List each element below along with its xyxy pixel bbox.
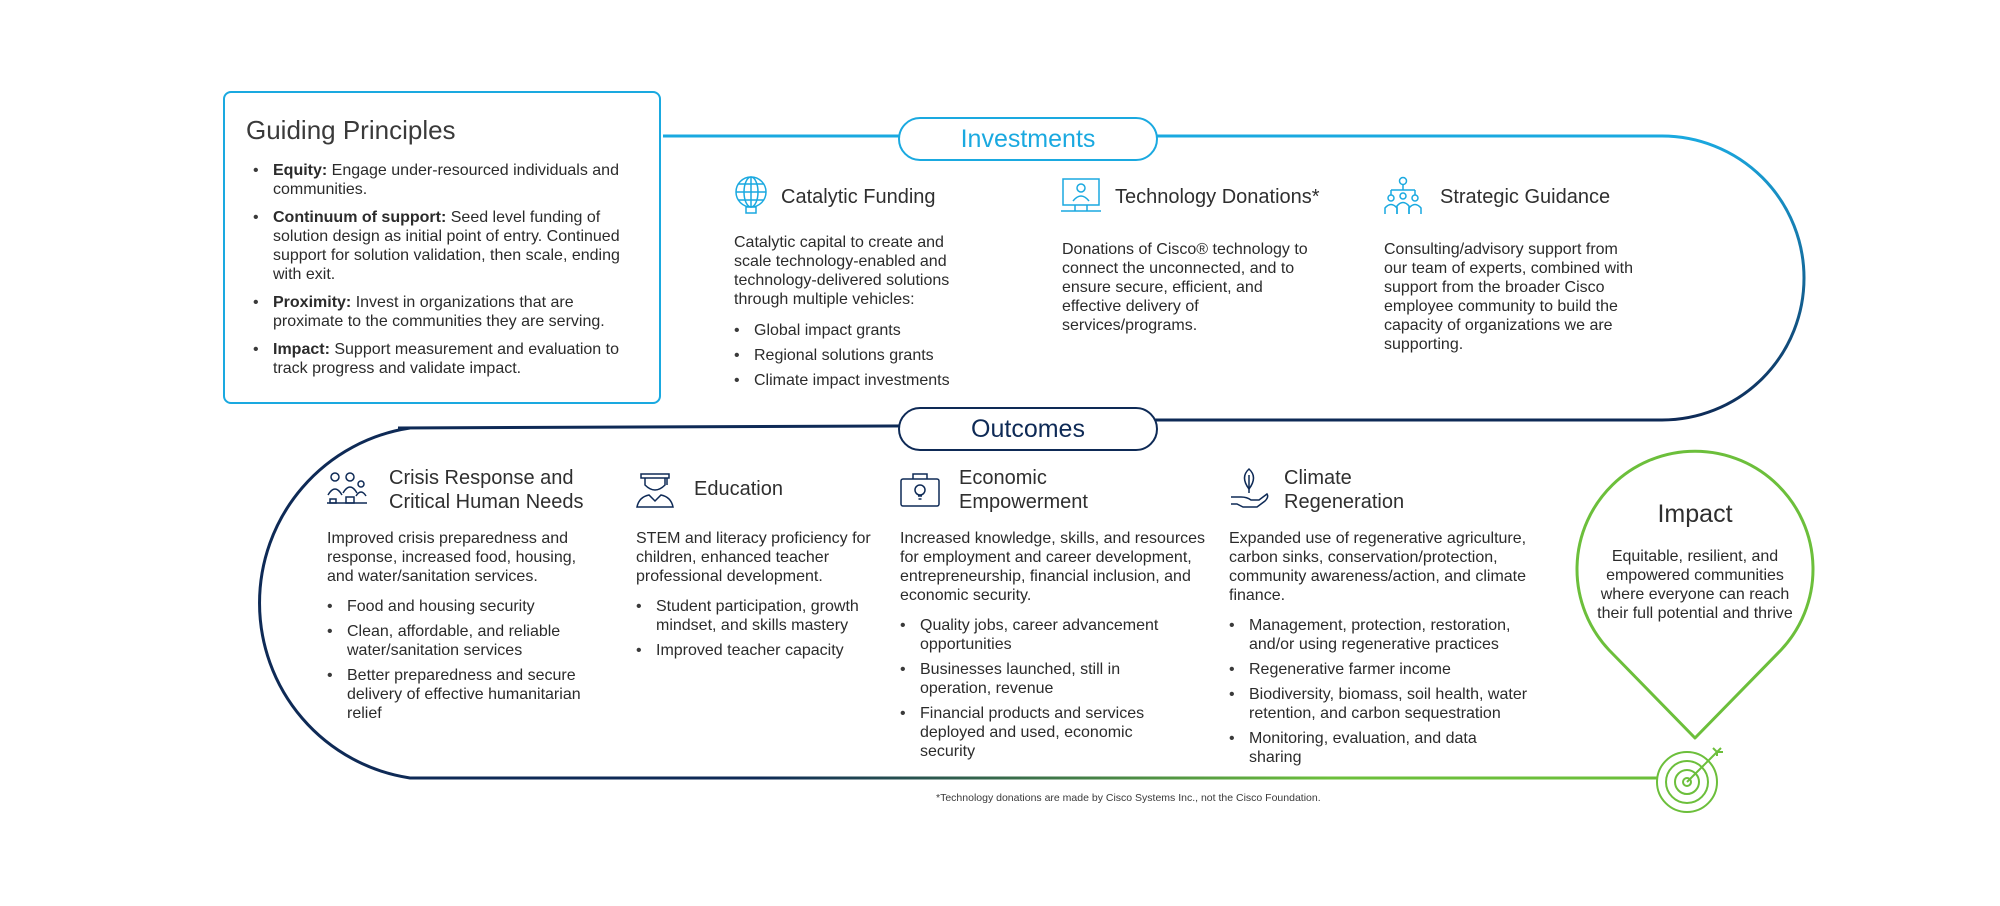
team-icon	[1383, 176, 1423, 216]
graduate-icon	[635, 469, 675, 509]
principle-label: Equity:	[273, 162, 328, 179]
investments-label: Investments	[960, 124, 1096, 153]
list-item: • Food and housing security	[327, 597, 617, 616]
catalytic-funding-title: Catalytic Funding	[781, 186, 936, 208]
list-item: • Global impact grants	[734, 321, 994, 340]
technology-donations-title: Technology Donations*	[1115, 186, 1320, 208]
list-item: • Management, protection, restoration, and/or using regenerative practices	[1229, 616, 1529, 654]
list-item: • Financial products and services deployed and used, economic security	[900, 704, 1190, 761]
list-item: • Quality jobs, career advancement opportunities	[900, 616, 1190, 654]
impact-title: Impact	[1657, 500, 1733, 528]
technology-donations-desc: Donations of Cisco® technology to connect the unconnected, and to ensure secure, efficient, and effective delivery of services/programs.	[1062, 241, 1308, 334]
principle-impact	[253, 340, 631, 378]
crisis-response-list	[327, 597, 617, 729]
hand-leaf-icon	[1229, 467, 1269, 509]
list-item: • Businesses launched, still in operation, revenue	[900, 660, 1190, 698]
climate-regeneration-desc: Expanded use of regenerative agriculture, carbon sinks, conservation/protection, community awareness/action, and climate finance.	[1229, 530, 1527, 604]
crisis-response-title	[389, 466, 584, 514]
principle-label: Continuum of support:	[273, 209, 447, 226]
footnote: *Technology donations are made by Cisco Systems Inc., not the Cisco Foundation.	[936, 792, 1321, 804]
economic-empowerment-list	[900, 616, 1190, 767]
climate-title-line-2: Regeneration	[1284, 491, 1405, 513]
monitor-person-icon	[1061, 177, 1101, 215]
strategic-guidance-desc: Consulting/advisory support from our team of experts, combined with support from the broader Cisco employee community to build the capacity of organizations we are supporting.	[1384, 241, 1634, 353]
strategic-guidance-title: Strategic Guidance	[1440, 186, 1611, 208]
briefcase-lightbulb-icon	[899, 471, 941, 509]
people-group-icon	[326, 469, 368, 509]
principle-proximity	[253, 293, 631, 331]
climate-regeneration-title	[1284, 466, 1404, 514]
principle-text: Engage under-resourced individuals and communities.	[273, 162, 619, 198]
principle-text: Support measurement and evaluation to track progress and validate impact.	[273, 341, 619, 377]
economic-empowerment-desc: Increased knowledge, skills, and resources for employment and career development, entrepreneurship, financial inclusion, and economic security.	[900, 530, 1206, 604]
list-item: • Regional solutions grants	[734, 346, 994, 365]
target-icon	[1655, 742, 1727, 814]
crisis-title-line-1: Crisis Response and	[389, 467, 574, 489]
economic-title-line-1: Economic	[959, 467, 1047, 489]
crisis-title-line-2: Critical Human Needs	[389, 491, 584, 513]
guiding-principles-box	[223, 91, 661, 404]
crisis-response-desc: Improved crisis preparedness and response, increased food, housing, and water/sanitation services.	[327, 530, 577, 585]
education-list	[636, 597, 891, 666]
education-title: Education	[694, 478, 783, 500]
list-item: • Monitoring, evaluation, and data sharing	[1229, 729, 1529, 767]
guiding-principles-title: Guiding Principles	[246, 115, 456, 145]
climate-regeneration-list	[1229, 616, 1529, 773]
catalytic-funding-desc: Catalytic capital to create and scale technology-enabled and technology-delivered solutions through multiple vehicles:	[734, 234, 950, 308]
globe-icon	[733, 176, 769, 216]
principle-equity	[253, 161, 631, 199]
list-item: • Climate impact investments	[734, 371, 994, 390]
principle-label: Proximity:	[273, 294, 352, 311]
list-item: • Student participation, growth mindset, and skills mastery	[636, 597, 891, 635]
principle-text: Seed level funding of solution design as initial point of entry. Continued support for solution validation, then scale, ending with exit.	[273, 209, 620, 283]
list-item: • Better preparedness and secure delivery of effective humanitarian relief	[327, 666, 617, 723]
outcomes-pill	[898, 407, 1158, 451]
impact-desc: Equitable, resilient, and empowered communities where everyone can reach their full potential and thrive	[1597, 548, 1793, 622]
economic-title-line-2: Empowerment	[959, 491, 1088, 513]
education-desc: STEM and literacy proficiency for children, enhanced teacher professional development.	[636, 530, 871, 585]
guiding-principles-list	[253, 161, 631, 387]
economic-empowerment-title	[959, 466, 1088, 514]
catalytic-funding-list	[734, 321, 994, 396]
investments-pill	[898, 117, 1158, 161]
climate-title-line-1: Climate	[1284, 467, 1352, 489]
list-item: • Regenerative farmer income	[1229, 660, 1529, 679]
list-item: • Clean, affordable, and reliable water/sanitation services	[327, 622, 617, 660]
outcomes-label: Outcomes	[971, 414, 1085, 443]
principle-continuum	[253, 208, 631, 284]
principle-label: Impact:	[273, 341, 330, 358]
list-item: • Biodiversity, biomass, soil health, water retention, and carbon sequestration	[1229, 685, 1529, 723]
principle-text: Invest in organizations that are proximate to the communities they are serving.	[273, 294, 605, 330]
list-item: • Improved teacher capacity	[636, 641, 891, 660]
